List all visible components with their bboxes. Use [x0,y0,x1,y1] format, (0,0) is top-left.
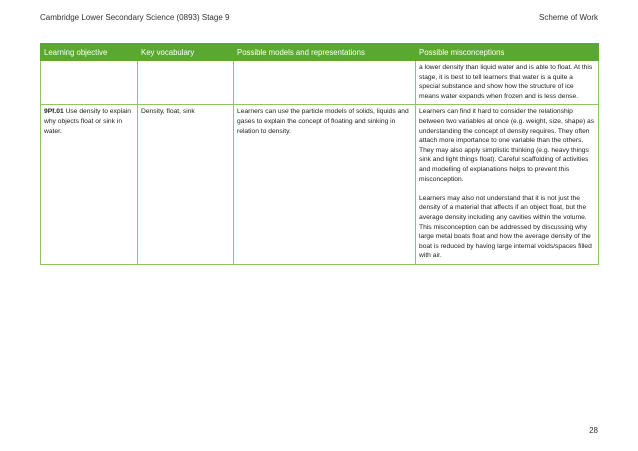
misconception-paragraph: a lower density than liquid water and is able to float. At this stage, it is best to tell learners that water is a quite a special substance and show how the structure of ice means water expands when frozen and is less dense. [419,64,593,100]
models-cell [234,61,416,105]
misconceptions-cell [416,105,599,265]
column-header-key-vocabulary: Key vocabulary [138,44,234,61]
scheme-table [40,43,599,265]
key-vocabulary-cell: Density, float, sink [138,105,234,265]
misconceptions-cell [416,61,599,105]
table-row [41,105,599,265]
models-cell: Learners can use the particle models of solids, liquids and gases to explain the concept of floating and sinking in relation to density. [234,105,416,265]
objective-text: Use density to explain why objects float or sink in water. [44,108,132,135]
objective-code: 9Pf.01 [44,108,64,116]
column-header-misconceptions: Possible misconceptions [416,44,599,61]
table-header-row [41,44,599,61]
header-title: Cambridge Lower Secondary Science (0893) Stage 9 [40,13,230,22]
misconception-paragraph: Learners may also not understand that it is not just the density of a material that affects if an object float, but the average density including any cavities within the volume. This misconception can be addressed by discussing why large metal boats float and how the average density of the boat is reduced by having large internal voids/spaces filled with air. [419,194,592,260]
key-vocabulary-cell [138,61,234,105]
column-header-learning-objective: Learning objective [41,44,138,61]
page-number: 28 [589,426,598,435]
table-row [41,61,599,105]
learning-objective-cell [41,105,138,265]
learning-objective-cell [41,61,138,105]
misconception-paragraph: Learners can find it hard to consider the relationship between two variables at once (e.g. weight, size, shape) as understanding the concept of density requires. They often attach more importance to one variable than the others. They may also apply simplistic thinking (e.g. heavy things sink and light things float). Careful scaffolding of activities and modelling of explanations helps to prevent this misconception. [419,108,595,183]
column-header-models: Possible models and representations [234,44,416,61]
header-scheme-label: Scheme of Work [539,13,598,22]
